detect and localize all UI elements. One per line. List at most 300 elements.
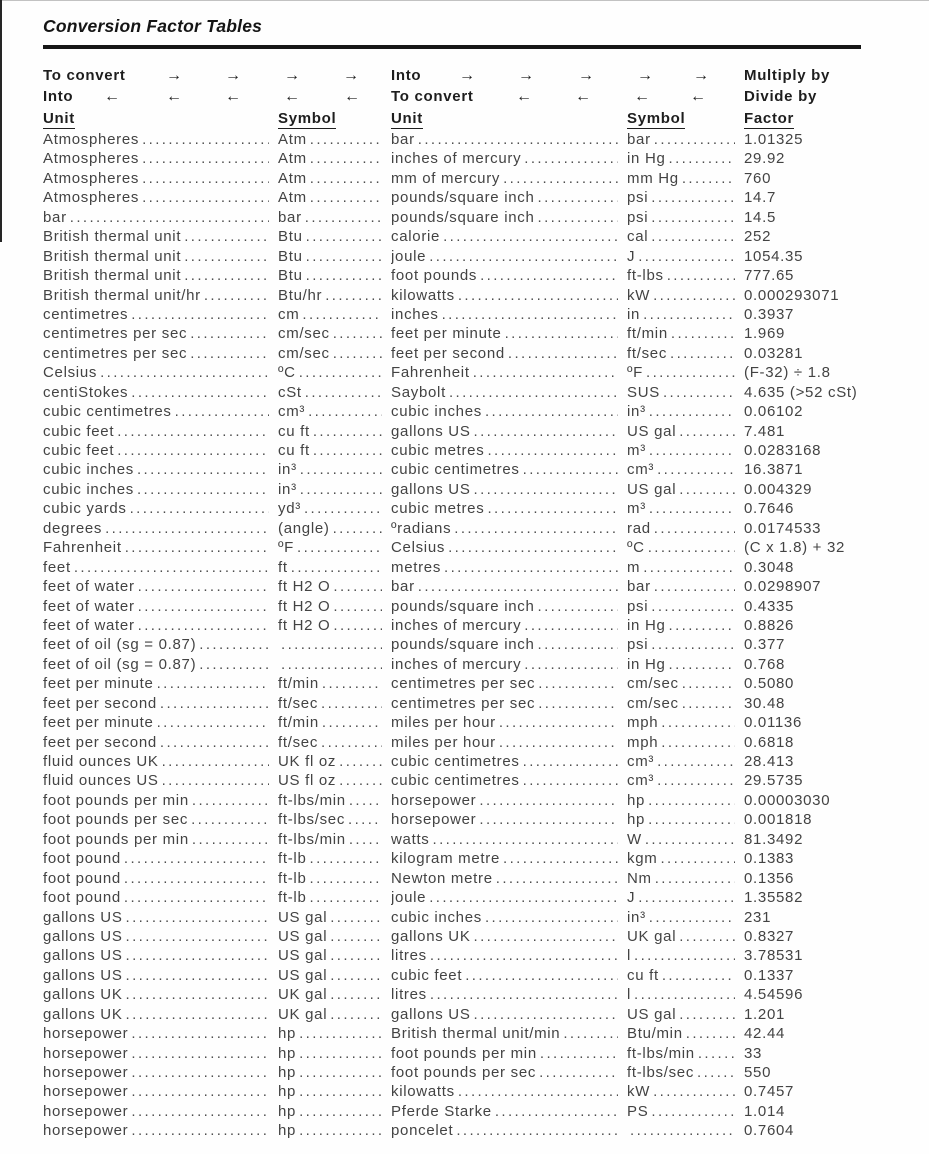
dot-leader: [310, 849, 382, 868]
column-header-symbol: Symbol: [278, 110, 337, 127]
into-unit-cell: [391, 635, 627, 654]
dot-leader: [124, 888, 269, 907]
into-unit-cell: [391, 616, 627, 635]
symbol-cell: [278, 363, 391, 382]
into-unit-text: pounds/square inch: [391, 208, 535, 226]
symbol-cell: [278, 733, 391, 752]
dot-leader: [454, 519, 618, 538]
right-arrow-icon: →: [693, 67, 710, 84]
dot-leader: [474, 480, 618, 499]
into-symbol-cell: [627, 130, 744, 149]
unit-text: gallons UK: [43, 986, 123, 1004]
into-symbol-text: W: [627, 830, 642, 848]
unit-text: centimetres per sec: [43, 344, 188, 362]
into-symbol-text: Nm: [627, 869, 652, 887]
unit-text: Atmospheres: [43, 150, 140, 168]
symbol-cell: [278, 383, 391, 402]
unit-text: cubic feet: [43, 442, 115, 459]
dot-leader: [654, 577, 735, 596]
unit-cell: [43, 733, 278, 752]
symbol-text: ft-lbs/min: [278, 791, 346, 809]
factor-cell: [744, 849, 904, 868]
symbol-cell: [278, 616, 391, 635]
factor-cell: [744, 635, 904, 654]
dot-leader: [686, 1024, 735, 1043]
table-row: [0, 227, 929, 246]
dot-leader: [162, 752, 269, 771]
unit-cell: [43, 1102, 278, 1121]
into-unit-text: horsepower: [391, 791, 477, 809]
dot-leader: [698, 1044, 735, 1063]
into-symbol-text: UK gal: [627, 927, 677, 945]
dot-leader: [563, 1024, 618, 1043]
factor-text: 1.35582: [744, 889, 804, 907]
unit-text: gallons US: [43, 966, 123, 984]
factor-text: 0.06102: [744, 403, 804, 421]
factor-cell: [744, 266, 904, 285]
left-arrow-icon: ←: [166, 88, 183, 105]
dot-leader: [657, 460, 735, 479]
factor-cell: [744, 169, 904, 188]
into-unit-text: ºradians: [391, 519, 452, 537]
unit-cell: [43, 713, 278, 732]
into-symbol-text: m³: [627, 500, 646, 518]
into-label: Into: [43, 88, 74, 105]
into-unit-cell: [391, 1121, 627, 1140]
factor-cell: [744, 1024, 904, 1043]
dot-leader: [538, 635, 618, 654]
into-unit-cell: [391, 286, 627, 305]
dot-leader: [299, 1063, 382, 1082]
unit-text: gallons US: [43, 908, 123, 926]
symbol-cell: [278, 519, 391, 538]
unit-cell: [43, 227, 278, 246]
table-row: [0, 363, 929, 382]
column-header-factor: Factor: [744, 110, 795, 127]
dot-leader: [473, 363, 618, 382]
dot-leader: [310, 188, 382, 207]
unit-cell: [43, 422, 278, 441]
into-symbol-cell: [627, 169, 744, 188]
into-unit-cell: [391, 830, 627, 849]
dot-leader: [649, 441, 735, 460]
symbol-text: hp: [278, 1122, 297, 1140]
symbol-cell: [278, 655, 391, 674]
symbol-text: ft/min: [278, 714, 319, 732]
symbol-text: US gal: [278, 908, 328, 926]
dot-leader: [523, 752, 618, 771]
dot-leader: [485, 402, 618, 421]
factor-cell: [744, 402, 904, 421]
dot-leader: [333, 597, 382, 616]
factor-cell: [744, 130, 904, 149]
unit-cell: [43, 771, 278, 790]
into-symbol-text: in³: [627, 908, 646, 926]
unit-cell: [43, 888, 278, 907]
table-row: [0, 752, 929, 771]
into-symbol-text: in³: [627, 403, 646, 421]
unit-cell: [43, 966, 278, 985]
into-symbol-cell: [627, 460, 744, 479]
unit-text: fluid ounces US: [43, 772, 159, 790]
factor-cell: [744, 791, 904, 810]
factor-cell: [744, 441, 904, 460]
into-unit-text: gallons UK: [391, 927, 471, 945]
factor-text: 0.7646: [744, 500, 795, 518]
table-row: [0, 441, 929, 460]
into-unit-cell: [391, 324, 627, 343]
factor-cell: [744, 1005, 904, 1024]
symbol-cell: [278, 499, 391, 518]
right-arrow-icon: →: [343, 67, 360, 84]
into-unit-text: cubic inches: [391, 403, 482, 421]
dot-leader: [669, 616, 735, 635]
symbol-text: cSt: [278, 383, 302, 401]
into-unit-text: pounds/square inch: [391, 189, 535, 207]
dot-leader: [444, 558, 618, 577]
factor-cell: [744, 363, 904, 382]
into-unit-text: foot pounds per min: [391, 1044, 537, 1062]
unit-text: gallons US: [43, 927, 123, 945]
into-symbol-cell: [627, 985, 744, 1004]
into-unit-cell: [391, 849, 627, 868]
unit-text: feet of water: [43, 578, 135, 596]
into-unit-cell: [391, 344, 627, 363]
into-unit-text: Celsius: [391, 539, 446, 557]
symbol-cell: [278, 869, 391, 888]
dot-leader: [651, 227, 735, 246]
into-unit-cell: [391, 810, 627, 829]
into-symbol-cell: [627, 694, 744, 713]
into-symbol-cell: [627, 966, 744, 985]
into-unit-cell: [391, 733, 627, 752]
factor-cell: [744, 383, 904, 402]
factor-cell: [744, 227, 904, 246]
factor-cell: [744, 752, 904, 771]
unit-text: fluid ounces UK: [43, 753, 159, 770]
factor-text: (C x 1.8) + 32: [744, 539, 846, 557]
symbol-cell: [278, 247, 391, 266]
symbol-cell: [278, 1082, 391, 1101]
dot-leader: [321, 733, 382, 752]
dot-leader: [126, 985, 269, 1004]
into-symbol-text: hp: [627, 811, 646, 829]
unit-text: centiStokes: [43, 383, 129, 401]
unit-text: bar: [43, 208, 67, 226]
into-symbol-cell: [627, 946, 744, 965]
unit-text: feet: [43, 558, 71, 576]
factor-text: 4.635 (>52 cSt): [744, 383, 858, 401]
into-unit-text: bar: [391, 131, 415, 148]
dot-leader: [126, 946, 269, 965]
symbol-cell: [278, 927, 391, 946]
into-unit-text: watts: [391, 830, 430, 848]
into-symbol-text: ft/min: [627, 325, 668, 343]
dot-leader: [697, 1063, 735, 1082]
unit-cell: [43, 985, 278, 1004]
header-direction-row-forward: [0, 68, 929, 88]
table-header: [0, 68, 929, 130]
into-unit-cell: [391, 985, 627, 1004]
dot-leader: [653, 1082, 735, 1101]
factor-cell: [744, 519, 904, 538]
into-symbol-cell: [627, 363, 744, 382]
table-row: [0, 558, 929, 577]
into-symbol-text: mph: [627, 714, 659, 732]
table-row: [0, 188, 929, 207]
symbol-text: hp: [278, 1102, 297, 1120]
page-title: Conversion Factor Tables: [43, 16, 263, 36]
factor-text: 81.3492: [744, 830, 804, 848]
table-row: [0, 519, 929, 538]
symbol-text: Atm: [278, 169, 307, 187]
into-unit-text: cubic metres: [391, 442, 485, 459]
dot-leader: [679, 927, 735, 946]
into-symbol-text: ft-lbs: [627, 267, 664, 285]
unit-text: centimetres: [43, 305, 129, 323]
into-symbol-text: psi: [627, 189, 649, 207]
symbol-text: ft-lbs/min: [278, 830, 346, 848]
unit-text: horsepower: [43, 1102, 129, 1120]
dot-leader: [142, 188, 269, 207]
into-unit-text: metres: [391, 558, 442, 576]
factor-cell: [744, 869, 904, 888]
unit-text: Fahrenheit: [43, 539, 122, 557]
table-row: [0, 266, 929, 285]
factor-text: 0.0283168: [744, 442, 822, 459]
dot-leader: [655, 869, 735, 888]
unit-cell: [43, 247, 278, 266]
dot-leader: [138, 577, 269, 596]
table-row: [0, 888, 929, 907]
into-unit-text: joule: [391, 247, 427, 265]
into-unit-cell: [391, 519, 627, 538]
dot-leader: [538, 188, 618, 207]
unit-cell: [43, 305, 278, 324]
factor-cell: [744, 616, 904, 635]
into-symbol-cell: [627, 558, 744, 577]
dot-leader: [480, 266, 618, 285]
table-row: [0, 1121, 929, 1140]
into-unit-text: foot pounds per sec: [391, 1064, 537, 1081]
into-unit-text: gallons US: [391, 480, 471, 498]
dot-leader: [339, 752, 382, 771]
symbol-cell: [278, 480, 391, 499]
right-arrow-icon: →: [518, 67, 535, 84]
dot-leader: [184, 227, 269, 246]
table-row: [0, 810, 929, 829]
table-row: [0, 927, 929, 946]
factor-cell: [744, 1102, 904, 1121]
dot-leader: [162, 771, 269, 790]
dot-leader: [131, 1044, 269, 1063]
dot-leader: [682, 169, 735, 188]
table-row: [0, 635, 929, 654]
factor-text: 0.000293071: [744, 286, 840, 304]
dot-leader: [281, 655, 382, 674]
dot-leader: [306, 266, 382, 285]
dot-leader: [465, 966, 618, 985]
dot-leader: [679, 422, 735, 441]
dot-leader: [443, 227, 618, 246]
unit-cell: [43, 908, 278, 927]
table-row: [0, 849, 929, 868]
dot-leader: [523, 771, 618, 790]
symbol-text: in³: [278, 461, 297, 479]
right-arrow-icon: →: [459, 67, 476, 84]
symbol-cell: [278, 1121, 391, 1140]
dot-leader: [131, 1024, 269, 1043]
dot-leader: [523, 460, 618, 479]
unit-text: Atmospheres: [43, 169, 140, 187]
symbol-cell: [278, 149, 391, 168]
dot-leader: [299, 363, 382, 382]
symbol-cell: [278, 985, 391, 1004]
table-row: [0, 422, 929, 441]
symbol-cell: [278, 946, 391, 965]
dot-leader: [330, 927, 382, 946]
unit-text: foot pounds per sec: [43, 811, 189, 829]
factor-text: 16.3871: [744, 461, 804, 479]
symbol-cell: [278, 130, 391, 149]
factor-text: 0.3048: [744, 558, 795, 576]
factor-cell: [744, 1044, 904, 1063]
unit-cell: [43, 1063, 278, 1082]
symbol-text: ft-lbs/sec: [278, 811, 346, 829]
into-unit-text: calorie: [391, 228, 441, 246]
into-symbol-text: cm³: [627, 461, 655, 479]
symbol-cell: [278, 694, 391, 713]
factor-cell: [744, 558, 904, 577]
table-row: [0, 1063, 929, 1082]
into-unit-text: gallons US: [391, 422, 471, 440]
unit-text: cubic inches: [43, 480, 134, 498]
unit-cell: [43, 1121, 278, 1140]
factor-text: 0.7457: [744, 1083, 795, 1101]
dot-leader: [199, 655, 269, 674]
factor-cell: [744, 771, 904, 790]
unit-text: foot pound: [43, 889, 121, 907]
factor-cell: [744, 655, 904, 674]
into-symbol-cell: [627, 208, 744, 227]
symbol-cell: [278, 1044, 391, 1063]
dot-leader: [524, 149, 618, 168]
dot-leader: [505, 324, 618, 343]
dot-leader: [503, 849, 618, 868]
unit-cell: [43, 946, 278, 965]
unit-cell: [43, 460, 278, 479]
symbol-cell: [278, 402, 391, 421]
dot-leader: [429, 888, 618, 907]
dot-leader: [74, 558, 269, 577]
symbol-text: ft H2 O: [278, 597, 331, 615]
dot-leader: [653, 286, 735, 305]
factor-text: 0.8826: [744, 616, 795, 634]
factor-text: 0.7604: [744, 1122, 795, 1140]
factor-text: 14.5: [744, 208, 776, 226]
unit-cell: [43, 752, 278, 771]
into-symbol-cell: [627, 597, 744, 616]
symbol-text: ft: [278, 558, 288, 576]
unit-cell: [43, 1024, 278, 1043]
dot-leader: [429, 247, 618, 266]
dot-leader: [160, 733, 269, 752]
table-row: [0, 344, 929, 363]
dot-leader: [538, 208, 618, 227]
dot-leader: [204, 286, 269, 305]
into-unit-cell: [391, 1102, 627, 1121]
into-unit-text: inches of mercury: [391, 655, 522, 673]
into-unit-text: kilowatts: [391, 286, 455, 304]
unit-text: British thermal unit: [43, 228, 182, 246]
table-row: [0, 655, 929, 674]
dot-leader: [479, 810, 618, 829]
symbol-text: Btu: [278, 247, 303, 265]
into-symbol-cell: [627, 247, 744, 266]
factor-cell: [744, 480, 904, 499]
dot-leader: [333, 519, 382, 538]
into-unit-cell: [391, 383, 627, 402]
dot-leader: [304, 499, 382, 518]
symbol-cell: [278, 577, 391, 596]
unit-cell: [43, 791, 278, 810]
factor-text: 1054.35: [744, 247, 804, 265]
symbol-cell: [278, 849, 391, 868]
symbol-cell: [278, 558, 391, 577]
table-row: [0, 1024, 929, 1043]
into-unit-text: joule: [391, 889, 427, 907]
dot-leader: [131, 1063, 269, 1082]
symbol-text: cm³: [278, 403, 306, 421]
factor-text: 14.7: [744, 189, 776, 207]
symbol-cell: [278, 791, 391, 810]
factor-text: 1.014: [744, 1102, 786, 1120]
unit-text: foot pound: [43, 869, 121, 887]
symbol-cell: [278, 324, 391, 343]
multiply-by-label: Multiply by: [744, 67, 831, 84]
table-row: [0, 771, 929, 790]
into-unit-text: poncelet: [391, 1122, 454, 1140]
factor-cell: [744, 733, 904, 752]
unit-text: horsepower: [43, 1064, 129, 1081]
into-symbol-text: bar: [627, 578, 651, 596]
dot-leader: [117, 441, 269, 460]
dot-leader: [199, 635, 269, 654]
factor-text: 0.3937: [744, 305, 795, 323]
symbol-cell: [278, 713, 391, 732]
dot-leader: [313, 441, 382, 460]
unit-cell: [43, 441, 278, 460]
conversion-table-body: [0, 130, 929, 1141]
into-unit-text: cubic inches: [391, 908, 482, 926]
dot-leader: [138, 616, 269, 635]
dot-leader: [499, 733, 618, 752]
dot-leader: [192, 830, 269, 849]
into-unit-cell: [391, 694, 627, 713]
factor-text: 0.1337: [744, 966, 795, 984]
symbol-text: US gal: [278, 966, 328, 984]
into-symbol-text: ºC: [627, 539, 645, 557]
left-arrow-icon: ←: [634, 88, 651, 105]
dot-leader: [654, 130, 735, 149]
into-symbol-text: psi: [627, 208, 649, 226]
unit-cell: [43, 869, 278, 888]
into-symbol-cell: [627, 635, 744, 654]
into-unit-text: cubic centimetres: [391, 772, 520, 790]
symbol-text: cm/sec: [278, 325, 330, 343]
dot-leader: [299, 1121, 382, 1140]
dot-leader: [131, 383, 269, 402]
